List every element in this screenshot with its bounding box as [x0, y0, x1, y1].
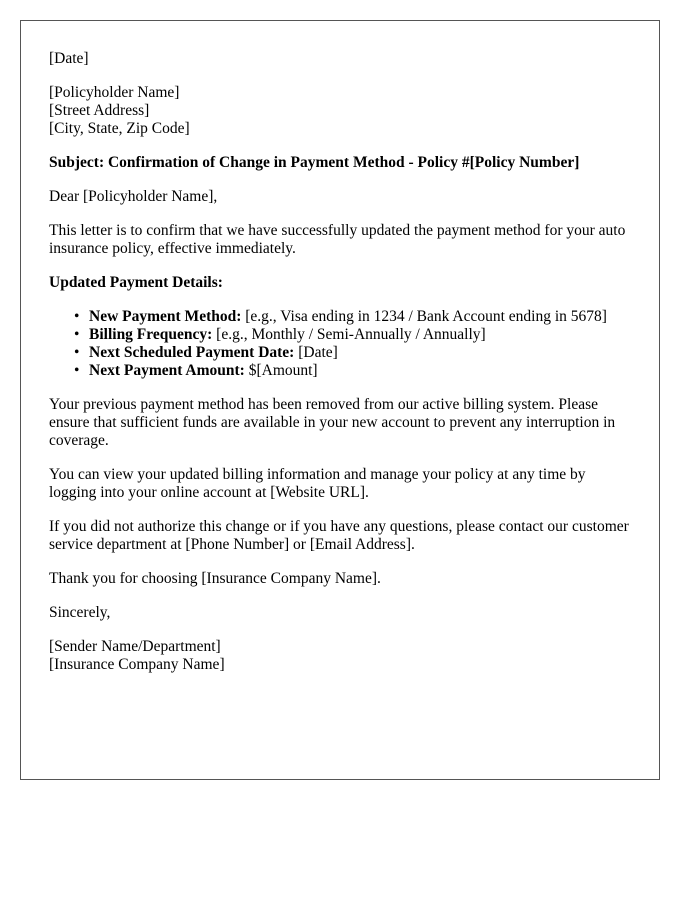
detail-label: New Payment Method:	[89, 308, 242, 325]
salutation: Dear [Policyholder Name],	[49, 188, 218, 205]
detail-label: Next Payment Amount:	[89, 362, 245, 379]
letter-subject: Subject: Confirmation of Change in Payment Method - Policy #[Policy Number]	[49, 154, 580, 171]
detail-label: Next Scheduled Payment Date:	[89, 344, 295, 361]
detail-billing-frequency	[74, 326, 631, 344]
bullet-icon: •	[74, 326, 80, 343]
recipient-address	[49, 84, 631, 138]
bullet-icon: •	[74, 308, 80, 325]
letter-date: [Date]	[49, 50, 89, 67]
bullet-icon: •	[74, 362, 80, 379]
detail-label: Billing Frequency:	[89, 326, 213, 343]
detail-next-payment-amount	[74, 362, 631, 380]
payment-details-list	[49, 308, 631, 380]
recipient-street: [Street Address]	[49, 102, 150, 119]
detail-value: [e.g., Monthly / Semi-Annually / Annually]	[212, 326, 486, 343]
detail-value: [Date]	[294, 344, 338, 361]
sender-name: [Sender Name/Department]	[49, 638, 221, 655]
closing-line: Sincerely,	[49, 604, 111, 621]
previous-method-paragraph: Your previous payment method has been removed from our active billing system. Please ensure that sufficient funds are available in your new account to prevent any interruption in coverage.	[49, 396, 616, 449]
detail-next-payment-date	[74, 344, 631, 362]
detail-new-payment-method	[74, 308, 631, 326]
contact-paragraph: If you did not authorize this change or if you have any questions, please contact our customer service department at [Phone Number] or [Email Address].	[49, 518, 629, 553]
signature-block	[49, 638, 631, 674]
recipient-name: [Policyholder Name]	[49, 84, 180, 101]
detail-value: $[Amount]	[244, 362, 318, 379]
intro-paragraph: This letter is to confirm that we have successfully updated the payment method for your auto insurance policy, effective immediately.	[49, 222, 626, 257]
letter-page	[20, 20, 660, 780]
bullet-icon: •	[74, 344, 80, 361]
thank-you-line: Thank you for choosing [Insurance Company Name].	[49, 570, 381, 587]
recipient-city-state-zip: [City, State, Zip Code]	[49, 120, 190, 137]
detail-value: [e.g., Visa ending in 1234 / Bank Account ending in 5678]	[241, 308, 607, 325]
online-account-paragraph: You can view your updated billing information and manage your policy at any time by logging into your online account at [Website URL].	[49, 466, 586, 501]
sender-company: [Insurance Company Name]	[49, 656, 225, 673]
details-heading: Updated Payment Details:	[49, 274, 223, 291]
